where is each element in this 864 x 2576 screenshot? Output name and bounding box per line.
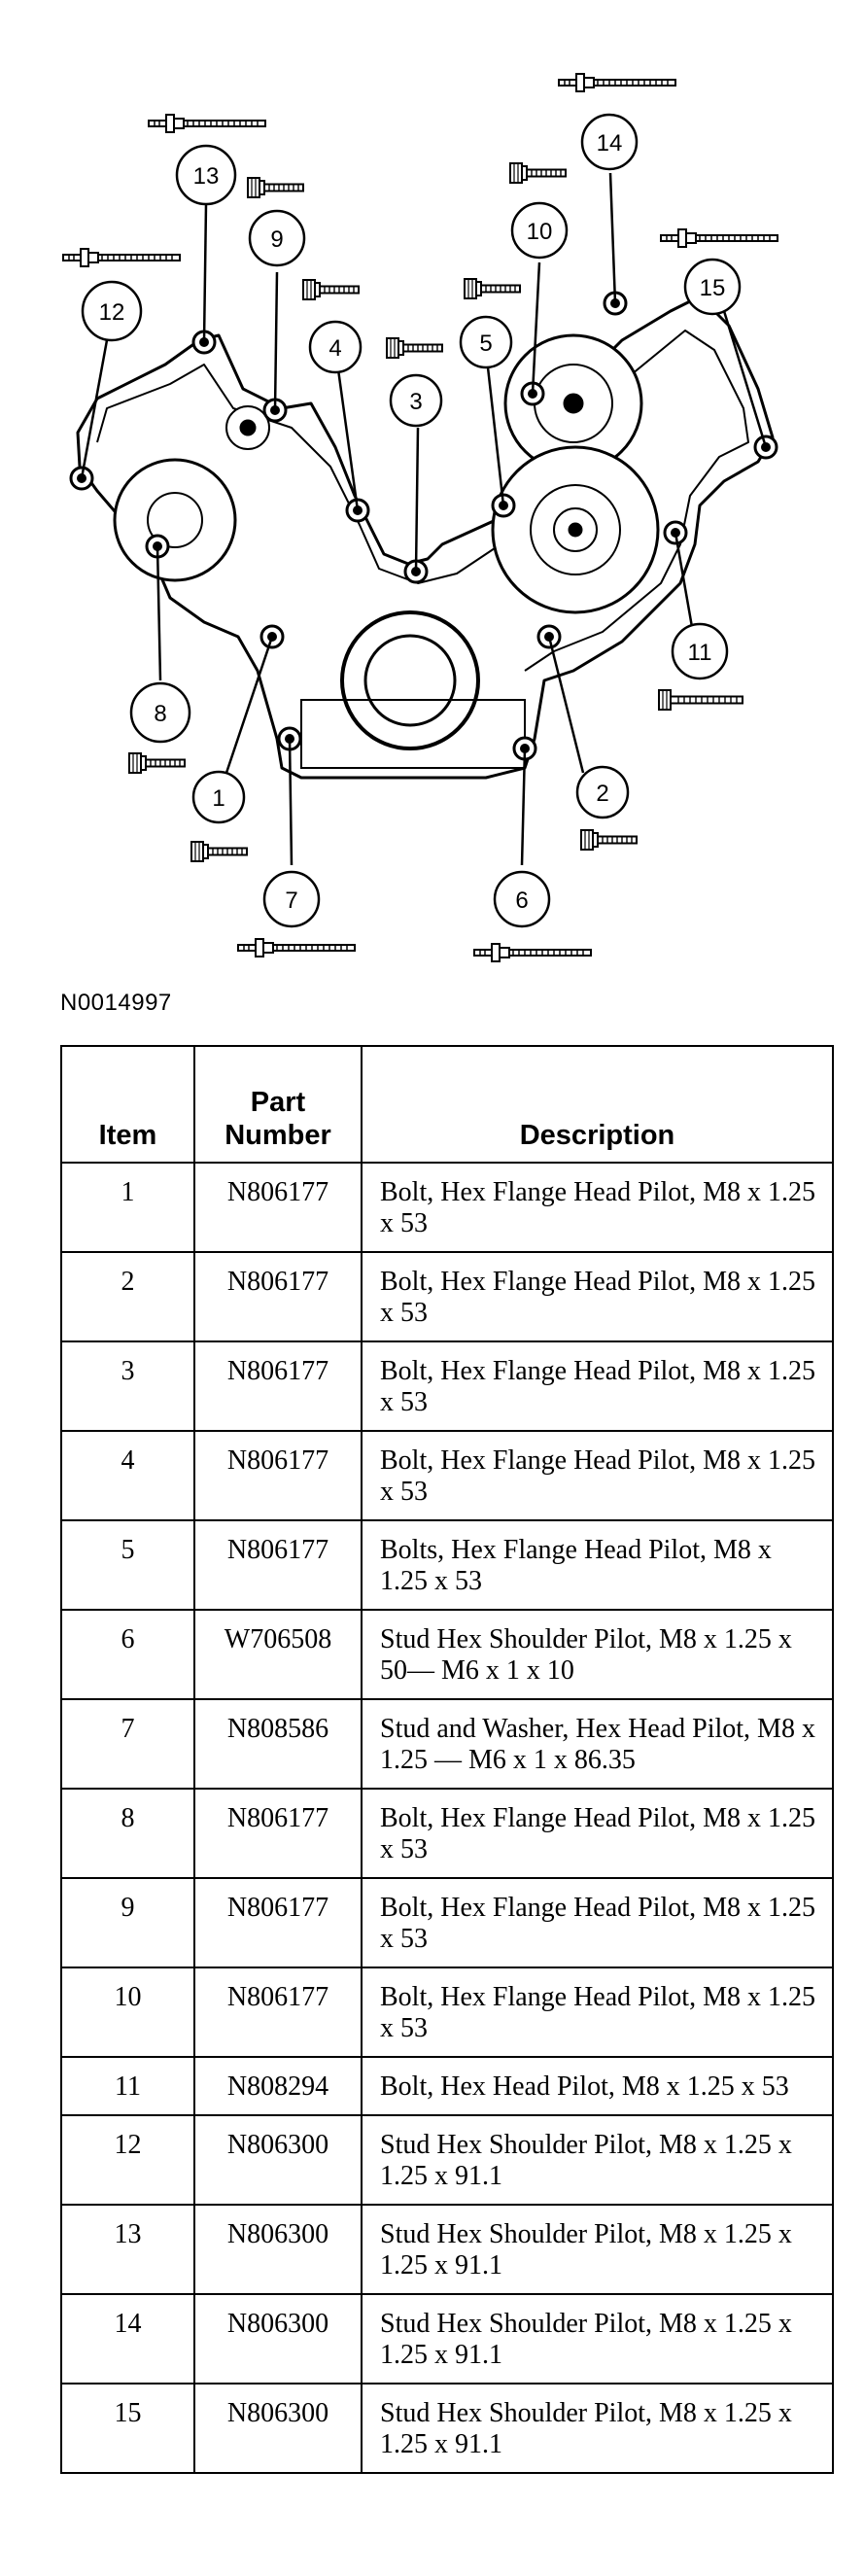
svg-text:15: 15 <box>699 275 726 301</box>
item-cell: 5 <box>61 1520 194 1610</box>
part-number-cell: N806177 <box>194 1163 362 1252</box>
header-part-number: Part Number <box>194 1046 362 1163</box>
description-cell: Stud Hex Shoulder Pilot, M8 x 1.25 x 1.25 x 91.1 <box>362 2294 833 2384</box>
callout-6 <box>495 872 549 926</box>
part-number-cell: N806177 <box>194 1878 362 1967</box>
description-cell: Bolt, Hex Flange Head Pilot, M8 x 1.25 x 53 <box>362 1967 833 2057</box>
svg-text:2: 2 <box>596 781 609 807</box>
stud-7-icon <box>238 939 355 957</box>
stud-14-icon <box>559 74 675 91</box>
part-number-cell: N806177 <box>194 1967 362 2057</box>
part-number-cell: N806177 <box>194 1431 362 1520</box>
description-cell: Bolt, Hex Flange Head Pilot, M8 x 1.25 x 53 <box>362 1789 833 1878</box>
description-cell: Stud Hex Shoulder Pilot, M8 x 1.25 x 1.25 x 91.1 <box>362 2205 833 2294</box>
table-row <box>61 1967 833 2057</box>
svg-text:11: 11 <box>687 640 712 666</box>
part-number-cell: N806300 <box>194 2294 362 2384</box>
item-cell: 15 <box>61 2384 194 2473</box>
bolt-10-icon <box>510 163 566 183</box>
callout-4 <box>310 322 361 372</box>
bolt-3-icon <box>387 338 442 358</box>
item-cell: 3 <box>61 1341 194 1431</box>
svg-text:10: 10 <box>526 219 553 245</box>
item-cell: 8 <box>61 1789 194 1878</box>
stud-12-icon <box>63 249 180 266</box>
svg-text:6: 6 <box>515 888 529 914</box>
svg-text:7: 7 <box>285 888 298 914</box>
table-body <box>61 1163 833 2473</box>
description-cell: Stud and Washer, Hex Head Pilot, M8 x 1.25 — M6 x 1 x 86.35 <box>362 1699 833 1789</box>
svg-text:5: 5 <box>479 331 493 357</box>
table-row <box>61 1789 833 1878</box>
description-cell: Bolt, Hex Flange Head Pilot, M8 x 1.25 x 53 <box>362 1431 833 1520</box>
item-cell: 13 <box>61 2205 194 2294</box>
bolt-8-icon <box>129 753 185 773</box>
engine-front-cover-diagram <box>0 0 864 972</box>
item-cell: 1 <box>61 1163 194 1252</box>
part-number-cell: N806300 <box>194 2115 362 2205</box>
item-cell: 11 <box>61 2057 194 2115</box>
table-row <box>61 1431 833 1520</box>
part-number-cell: W706508 <box>194 1610 362 1699</box>
table-row <box>61 1252 833 1341</box>
item-cell: 6 <box>61 1610 194 1699</box>
header-description: Description <box>362 1046 833 1163</box>
part-number-cell: N806177 <box>194 1341 362 1431</box>
item-cell: 4 <box>61 1431 194 1520</box>
item-cell: 10 <box>61 1967 194 2057</box>
callout-11 <box>673 624 727 679</box>
description-cell: Stud Hex Shoulder Pilot, M8 x 1.25 x 1.25 x 91.1 <box>362 2384 833 2473</box>
svg-text:14: 14 <box>596 130 623 157</box>
header-item: Item <box>61 1046 194 1163</box>
svg-text:1: 1 <box>212 785 225 812</box>
table-row <box>61 2294 833 2384</box>
table-row <box>61 2057 833 2115</box>
table-row <box>61 2115 833 2205</box>
callout-8 <box>131 683 190 742</box>
table-row <box>61 1610 833 1699</box>
description-cell: Bolt, Hex Flange Head Pilot, M8 x 1.25 x 53 <box>362 1163 833 1252</box>
bolt-1-icon <box>191 842 247 861</box>
callout-10 <box>512 203 567 258</box>
svg-text:8: 8 <box>154 701 167 727</box>
description-cell: Bolts, Hex Flange Head Pilot, M8 x 1.25 x 53 <box>362 1520 833 1610</box>
bolt-4-icon <box>303 280 359 299</box>
table-row <box>61 1878 833 1967</box>
bolt-9-icon <box>248 178 303 197</box>
callout-13 <box>177 146 235 204</box>
stud-6-icon <box>474 944 591 961</box>
part-number-cell: N806177 <box>194 1520 362 1610</box>
item-cell: 9 <box>61 1878 194 1967</box>
pulleys <box>115 335 658 768</box>
item-cell: 7 <box>61 1699 194 1789</box>
figure-id: N0014997 <box>60 990 172 1016</box>
part-number-cell: N806300 <box>194 2384 362 2473</box>
callout-15 <box>685 260 740 314</box>
table-row <box>61 1520 833 1610</box>
callout-2 <box>577 767 628 818</box>
table-row <box>61 2384 833 2473</box>
callout-14 <box>582 115 637 169</box>
table-header-row <box>61 1046 833 1163</box>
table-row <box>61 1163 833 1252</box>
description-cell: Bolt, Hex Flange Head Pilot, M8 x 1.25 x 53 <box>362 1878 833 1967</box>
stud-13-icon <box>149 115 265 132</box>
callout-3 <box>391 375 441 426</box>
callout-5 <box>461 317 511 367</box>
callout-1 <box>193 772 244 822</box>
svg-text:4: 4 <box>328 335 342 362</box>
description-cell: Bolt, Hex Head Pilot, M8 x 1.25 x 53 <box>362 2057 833 2115</box>
description-cell: Stud Hex Shoulder Pilot, M8 x 1.25 x 50— M6 x 1 x 10 <box>362 1610 833 1699</box>
callout-7 <box>264 872 319 926</box>
svg-text:3: 3 <box>409 389 423 415</box>
callout-9 <box>250 211 304 265</box>
item-cell: 14 <box>61 2294 194 2384</box>
svg-text:13: 13 <box>192 163 220 190</box>
part-number-cell: N806300 <box>194 2205 362 2294</box>
description-cell: Stud Hex Shoulder Pilot, M8 x 1.25 x 1.25 x 91.1 <box>362 2115 833 2205</box>
bolt-5-icon <box>465 279 520 298</box>
part-number-cell: N808586 <box>194 1699 362 1789</box>
callout-12 <box>83 282 141 340</box>
table-row <box>61 1341 833 1431</box>
bolt-2-icon <box>581 830 637 850</box>
description-cell: Bolt, Hex Flange Head Pilot, M8 x 1.25 x 53 <box>362 1252 833 1341</box>
svg-text:12: 12 <box>98 299 125 326</box>
bolt-11-icon <box>659 690 743 710</box>
table-row <box>61 1699 833 1789</box>
description-cell: Bolt, Hex Flange Head Pilot, M8 x 1.25 x 53 <box>362 1341 833 1431</box>
stud-15-icon <box>661 229 778 247</box>
parts-table <box>60 1045 834 2474</box>
part-number-cell: N808294 <box>194 2057 362 2115</box>
item-cell: 2 <box>61 1252 194 1341</box>
svg-text:9: 9 <box>270 226 284 253</box>
part-number-cell: N806177 <box>194 1252 362 1341</box>
part-number-cell: N806177 <box>194 1789 362 1878</box>
item-cell: 12 <box>61 2115 194 2205</box>
table-row <box>61 2205 833 2294</box>
